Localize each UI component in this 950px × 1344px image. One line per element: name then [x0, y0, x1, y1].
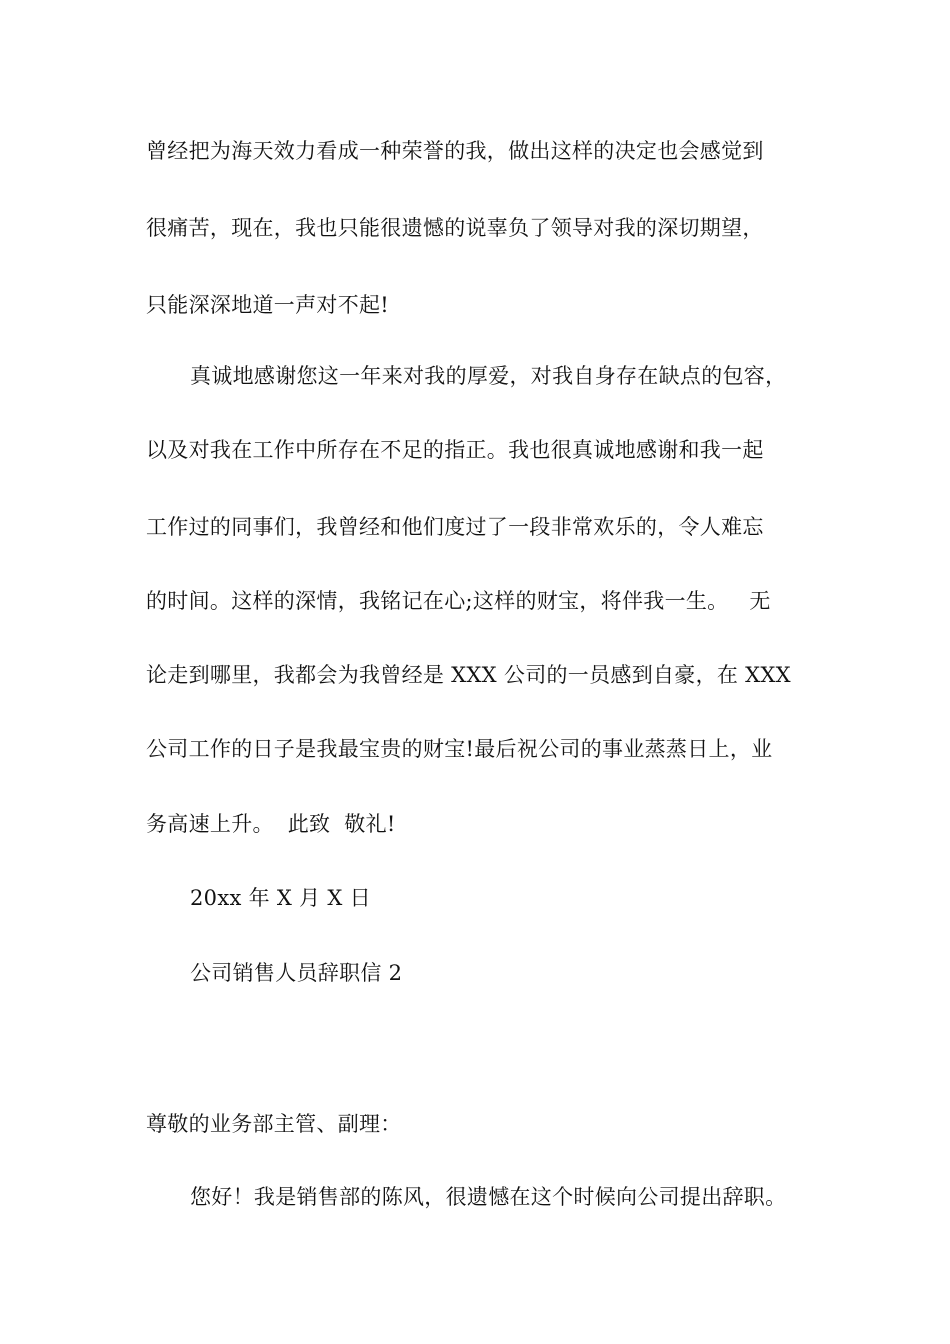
paragraph-line: 您好！我是销售部的陈风，很遗憾在这个时候向公司提出辞职。	[190, 1185, 787, 1209]
paragraph-line: 曾经把为海天效力看成一种荣誉的我，做出这样的决定也会感觉到	[146, 139, 764, 163]
paragraph-line: 真诚地感谢您这一年来对我的厚爱，对我自身存在缺点的包容，	[190, 364, 787, 388]
paragraph-line: 以及对我在工作中所存在不足的指正。我也很真诚地感谢和我一起	[146, 438, 764, 462]
paragraph-line: 论走到哪里，我都会为我曾经是 XXX 公司的一员感到自豪，在 XXX	[146, 663, 791, 687]
closing-line: 务高速上升。 此致 敬礼!	[146, 812, 396, 836]
paragraph-line: 公司工作的日子是我最宝贵的财宝!最后祝公司的事业蒸蒸日上，业	[146, 737, 773, 761]
section-title: 公司销售人员辞职信 2	[190, 961, 403, 985]
paragraph-line: 只能深深地道一声对不起!	[146, 293, 390, 317]
date-line: 20xx 年 X 月 X 日	[190, 886, 371, 910]
salutation: 尊敬的业务部主管、副理：	[146, 1112, 402, 1136]
paragraph-line: 工作过的同事们，我曾经和他们度过了一段非常欢乐的，令人难忘	[146, 515, 764, 539]
paragraph-line: 的时间。这样的深情，我铭记在心;这样的财宝，将伴我一生。 无	[146, 589, 771, 613]
paragraph-line: 很痛苦，现在，我也只能很遗憾的说辜负了领导对我的深切期望，	[146, 216, 764, 240]
